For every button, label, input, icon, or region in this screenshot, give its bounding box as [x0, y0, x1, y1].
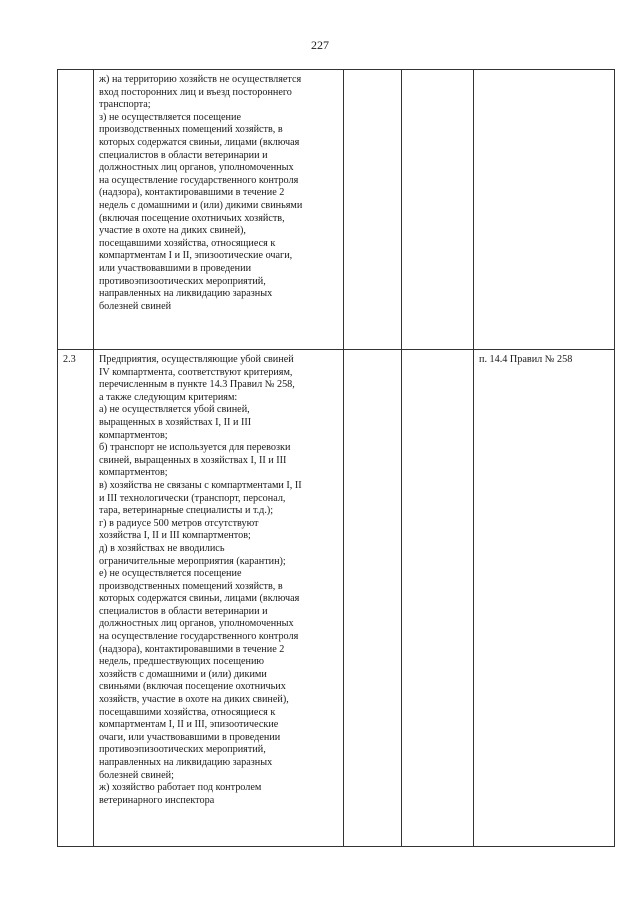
requirement-cell [94, 350, 344, 847]
row-number: 2.3 [63, 354, 76, 365]
requirement-text: Предприятия, осуществляющие убой свиней IV компартмента, соответствуют критериям, перечисленным в пункте 14.3 Правил № 258, а также следующим критериям: а) не осуществляется убой свиней, выращенных в хозяйствах I, II и III компартментов; б) транспорт не используется для перевозки свиней, выращенных в хозяйствах I, II и III компартментов; в) хозяйства не связаны с компартментами I, II и III технологически (транспорт, персонал, тара, ветеринарные специалисты и т.д.); г) в радиусе 500 метров отсутствуют хозяйства I, II и III компартментов; д) в хозяйствах не вводились ограничительные мероприятия (карантин); е) не осуществляется посещение производственных помещений хозяйств, в которых содержатся свиньи, лицами (включая специалистов в области ветеринарии и должностных лиц органов, уполномоченных на осуществление государственного контроля (надзора), контактировавшими в течение 2 недель, предшествующих посещению хозяйств с домашними и (или) дикими свиньями (включая посещение охотничьих хозяйств, участие в охоте на диких свиней), посещавшими хозяйства, относящиеся к компартментам I, II и III, эпизоотические очаги, или участвовавшими в проведении противоэпизоотических мероприятий, направленных на ликвидацию заразных болезней свиней; ж) хозяйство работает под контролем ветеринарного инспектора [99, 354, 302, 806]
table-row [58, 350, 615, 847]
requirement-cell [94, 70, 344, 350]
empty-cell [344, 70, 402, 350]
page-number: 227 [311, 38, 329, 52]
empty-cell [402, 350, 474, 847]
table-row [58, 70, 615, 350]
reference-cell [474, 70, 615, 350]
reference-text [474, 70, 614, 74]
requirements-table [57, 69, 615, 847]
row-number [58, 70, 93, 74]
reference-text: п. 14.4 Правил № 258 [479, 354, 573, 365]
number-cell [58, 70, 94, 350]
number-cell [58, 350, 94, 847]
reference-cell [474, 350, 615, 847]
empty-cell [344, 350, 402, 847]
requirement-text: ж) на территорию хозяйств не осуществляется вход посторонних лиц и въезд постороннего транспорта; з) не осуществляется посещение производственных помещений хозяйств, в которых содержатся свиньи, лицами (включая специалистов в области ветеринарии и должностных лиц органов, уполномоченных на осуществление государственного контроля (надзора), контактировавшими в течение 2 недель с домашними и (или) дикими свиньями (включая посещение охотничьих хозяйств, участие в охоте на диких свиней), посещавшими хозяйства, относящиеся к компартментам I и II, эпизоотические очаги, или участвовавшими в проведении противоэпизоотических мероприятий, направленных на ликвидацию заразных болезней свиней [99, 74, 303, 312]
empty-cell [402, 70, 474, 350]
